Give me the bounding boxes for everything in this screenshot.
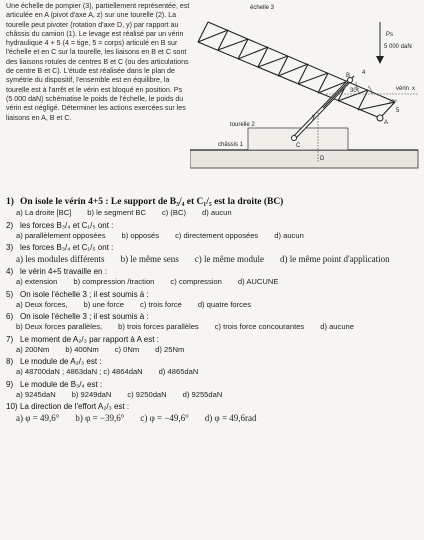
q8-option-d[interactable]: d) 4865daN	[158, 367, 199, 376]
question-8	[6, 356, 420, 378]
question-5-text: 5) On isole l'échelle 3 ; il est soumis à :	[6, 289, 149, 299]
q5-option-a[interactable]: a) Deux forces,	[16, 299, 68, 309]
q8-option-abc[interactable]: a) 48700daN ; 4863daN ; c) 4864daN	[16, 367, 143, 376]
q10-option-b[interactable]: b) φ = −39,6°	[75, 413, 125, 423]
q4-option-d[interactable]: d) AUCUNE	[237, 277, 279, 286]
question-8-text: 8) Le module de A₂/₃ est :	[6, 357, 102, 366]
q2-option-d[interactable]: d) aucun	[274, 230, 304, 240]
q6-option-a[interactable]: b) Deux forces parallèles,	[16, 322, 103, 331]
label-tourelle: tourelle 2	[230, 122, 255, 128]
q1-option-b[interactable]: b) le segment BC	[87, 208, 146, 217]
label-a: A	[384, 120, 389, 126]
question-6	[6, 311, 420, 333]
question-9	[6, 379, 420, 401]
q1-option-c[interactable]: c) (BC)	[161, 208, 187, 217]
question-4-text: 4) le vérin 4+5 travaille en :	[6, 267, 107, 276]
question-3-text: 3) les forces B₃/₄ et C₁/₅ ont :	[6, 243, 114, 252]
question-10-text: 10) La direction de l'effort A₂/₃ est :	[6, 402, 130, 411]
ladder-diagram	[190, 0, 422, 190]
question-2	[6, 220, 420, 242]
question-2-text: 2) les forces B₃/₄ et C₁/₅ ont :	[6, 220, 114, 230]
label-force: 5 000 daN	[384, 44, 412, 50]
label-d: D	[320, 156, 325, 162]
q10-option-a[interactable]: a) φ = 49,6°	[16, 413, 60, 423]
question-3-options	[6, 253, 420, 265]
question-1-text: 1) On isole le vérin 4+5 : Le support de B₃/₄ et C₁/₅ est la droite (BC)	[6, 197, 284, 207]
question-5	[6, 289, 420, 311]
question-6-options	[6, 322, 420, 333]
label-verin: vérin	[396, 86, 410, 92]
q4-option-a[interactable]: a) extension	[16, 277, 58, 286]
label-angle70: 70°	[388, 100, 398, 106]
q7-option-c[interactable]: c) 0Nm	[114, 344, 140, 354]
q6-option-c[interactable]: c) trois force concourantes	[214, 322, 305, 331]
question-10-options	[6, 412, 420, 424]
label-4: 4	[362, 70, 366, 76]
question-1-options	[6, 208, 420, 219]
pivot-a	[377, 115, 383, 121]
q6-option-b[interactable]: b) trois forces parallèles	[118, 322, 199, 331]
label-x: x	[412, 86, 415, 92]
question-7	[6, 334, 420, 356]
question-3	[6, 242, 420, 265]
chassis-shape	[190, 150, 418, 168]
q7-option-a[interactable]: a) 200Nm	[16, 344, 50, 354]
question-5-options	[6, 300, 420, 311]
ladder-schematic	[190, 0, 422, 190]
pivot-c	[292, 136, 297, 141]
q2-option-c[interactable]: c) directement opposées	[175, 230, 259, 240]
question-2-options	[6, 231, 420, 242]
question-9-options	[6, 390, 420, 401]
force-ps-arrow	[376, 22, 384, 64]
question-list	[6, 196, 420, 425]
q10-option-d[interactable]: d) φ = 49,6rad	[204, 413, 257, 423]
q7-option-b[interactable]: b) 400Nm	[65, 344, 99, 354]
q3-option-b[interactable]: b) le même sens	[120, 254, 179, 264]
label-5: 5	[396, 108, 400, 114]
question-10	[6, 401, 420, 424]
q3-option-d[interactable]: d) le même point d'application	[280, 254, 390, 264]
question-7-options	[6, 345, 420, 356]
q5-option-d[interactable]: d) quatre forces	[197, 299, 251, 309]
ladder-truss	[198, 22, 395, 118]
q4-option-b[interactable]: b) compression /traction	[73, 277, 155, 286]
question-8-options	[6, 367, 420, 378]
q5-option-c[interactable]: c) trois force	[140, 299, 182, 309]
q3-option-c[interactable]: c) le même module	[194, 254, 265, 264]
label-angle30: 30°	[350, 88, 360, 94]
label-echelle: échelle 3	[250, 5, 275, 11]
q6-option-d[interactable]: d) aucune	[320, 322, 354, 331]
q9-option-c[interactable]: c) 9250daN	[127, 389, 167, 399]
question-7-text: 7) Le moment de A₂/₃ par rapport à A est :	[6, 334, 159, 344]
label-b: B	[346, 73, 351, 79]
q9-option-d[interactable]: d) 9255daN	[182, 389, 223, 399]
q9-option-a[interactable]: a) 9245daN	[16, 389, 56, 399]
label-ps: Ps	[386, 32, 394, 38]
q9-option-b[interactable]: b) 9249daN	[71, 389, 112, 399]
problem-statement: Une échelle de pompier (3), partiellement représentée, est articulée en A (pivot d'axe A, z) sur une tourelle (2). La tourelle peut pivoter (rotation d'axe D, y) par rapport au châssis du camion (1). Le levage est réalisé par un vérin hydraulique 4 + 5 (4 = tige, 5 = corps) articulé en B sur l'échelle et en C sur la tourelle, les liaisons en B et C sont des liaisons rotules de centres B et C (ou des articulations de centre B et C). L'étude est réalisée dans le plan de symétrie du dispositif, l'ensemble est en équilibre, la tourelle est à l'arrêt et le vérin est bloqué en position. Ps (5 000 daN) schématise le poids de l'échelle, le poids du vérin est négligé. Déterminer les actions exercées sur les liaisons en A, B et C.	[6, 2, 190, 122]
q1-option-d[interactable]: d) aucun	[202, 208, 232, 217]
label-chassis: châssis 1	[218, 142, 244, 148]
q1-option-a[interactable]: a) La droite [BC]	[16, 208, 72, 217]
question-9-text: 9) Le module de B₃/₄ est :	[6, 379, 103, 389]
question-6-text: 6) On isole l'échelle 3 ; il est soumis à :	[6, 312, 149, 321]
question-1	[6, 196, 420, 219]
label-y: y	[312, 114, 315, 120]
label-c: C	[296, 143, 301, 149]
question-4	[6, 266, 420, 288]
q7-option-d[interactable]: d) 25Nm	[155, 344, 185, 354]
q3-option-a[interactable]: a) les modules différents	[16, 254, 105, 264]
q5-option-b[interactable]: b) une force	[83, 299, 125, 309]
q2-option-b[interactable]: b) opposés	[121, 230, 160, 240]
q2-option-a[interactable]: a) parallèlement opposées	[16, 230, 106, 240]
q4-option-c[interactable]: c) compression	[170, 277, 222, 286]
question-4-options	[6, 277, 420, 288]
q10-option-c[interactable]: c) φ = −49,6°	[140, 413, 189, 423]
